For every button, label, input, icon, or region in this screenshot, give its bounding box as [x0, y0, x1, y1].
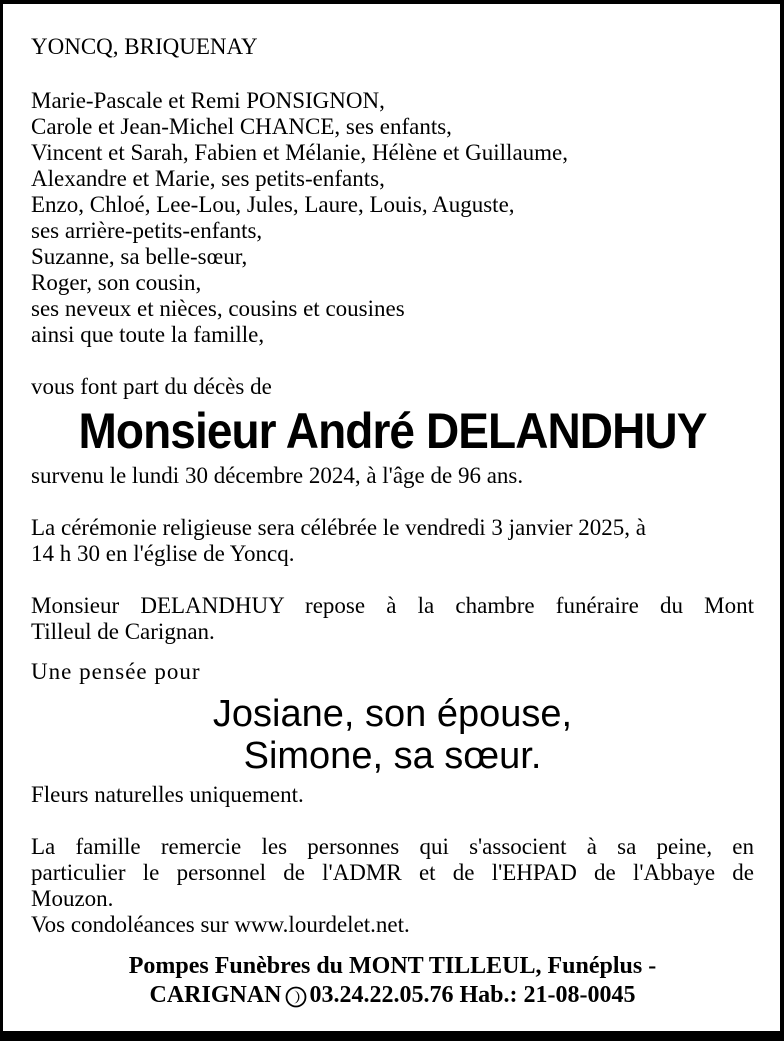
family-line: Marie-Pascale et Remi PONSIGNON,: [31, 88, 385, 113]
repose-line: Tilleul de Carignan.: [31, 619, 215, 644]
family-line: ainsi que toute la famille,: [31, 322, 265, 347]
phone-circled-icon: [284, 984, 308, 1008]
condolences-line: Vos condoléances sur www.lourdelet.net.: [31, 912, 410, 937]
footer-line1: Pompes Funèbres du MONT TILLEUL, Funéplus -: [128, 953, 657, 979]
flowers-line: Fleurs naturelles uniquement.: [31, 782, 304, 807]
repose-line: Monsieur DELANDHUY repose à la chambre funéraire du Mont: [31, 593, 754, 618]
ceremony-paragraph: [31, 515, 754, 567]
thanks-line: La famille remercie les personnes qui s'associent à sa peine, en: [31, 834, 754, 859]
footer-line2: [31, 981, 754, 1010]
ceremony-line: La cérémonie religieuse sera célébrée le vendredi 3 janvier 2025, à: [31, 515, 646, 540]
family-line: Vincent et Sarah, Fabien et Mélanie, Hélène et Guillaume,: [31, 140, 569, 165]
announcement-intro: vous font part du décès de: [31, 374, 272, 399]
deceased-name: Monsieur André DELANDHUY: [78, 403, 707, 459]
dedication-line: Simone, sa sœur.: [243, 735, 542, 777]
location-header: YONCQ, BRIQUENAY: [31, 34, 258, 59]
ceremony-line: 14 h 30 en l'église de Yoncq.: [31, 541, 295, 566]
footer-phone-hab: 03.24.22.05.76 Hab.: 21-08-0045: [309, 982, 636, 1008]
family-line: ses neveux et nièces, cousins et cousines: [31, 296, 405, 321]
family-list: [31, 88, 754, 348]
family-line: Enzo, Chloé, Lee-Lou, Jules, Laure, Louis, Auguste,: [31, 192, 515, 217]
footer-city: CARIGNAN: [149, 982, 282, 1008]
death-line: survenu le lundi 30 décembre 2024, à l'âge de 96 ans.: [31, 463, 524, 488]
dedication-block: [31, 693, 754, 777]
family-line: Alexandre et Marie, ses petits-enfants,: [31, 166, 385, 191]
thanks-line: particulier le personnel de l'ADMR et de l'EHPAD de l'Abbaye de: [31, 860, 754, 885]
pensee-intro: Une pensée pour: [31, 659, 201, 684]
dedication-line: Josiane, son épouse,: [212, 693, 573, 735]
thanks-line: Mouzon.: [31, 886, 114, 911]
funeral-home-footer: [31, 952, 754, 1010]
thanks-paragraph: [31, 834, 754, 912]
family-line: ses arrière-petits-enfants,: [31, 218, 263, 243]
family-line: Suzanne, sa belle-sœur,: [31, 244, 248, 269]
family-line: Roger, son cousin,: [31, 270, 202, 295]
repose-paragraph: [31, 593, 754, 645]
family-line: Carole et Jean-Michel CHANCE, ses enfants,: [31, 114, 452, 139]
